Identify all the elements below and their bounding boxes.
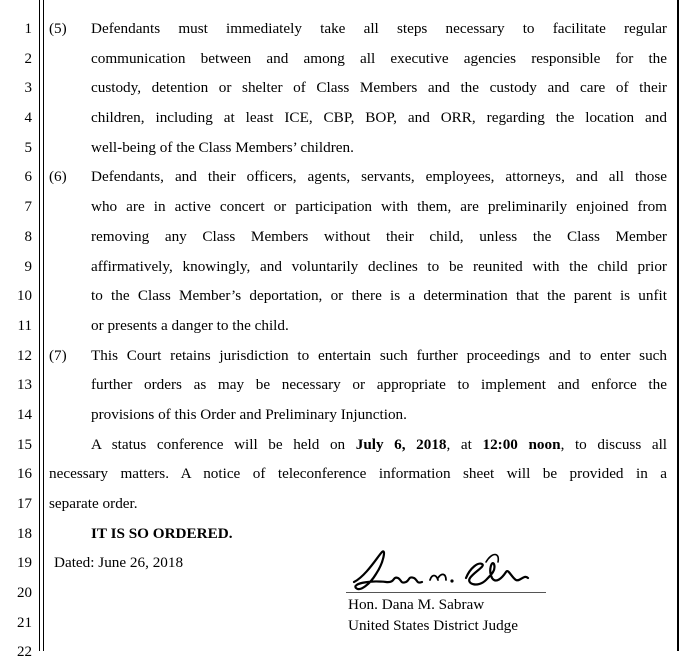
paragraph-line: children, including at least ICE, CBP, BOP, and ORR, regarding the location and: [91, 109, 667, 126]
line-number: 8: [24, 229, 32, 245]
item-number: (6): [49, 168, 67, 185]
status-time: 12:00 noon: [482, 436, 561, 453]
paragraph-line: who are in active concert or participation with them, are preliminarily enjoined from: [91, 198, 667, 215]
item-number: (5): [49, 20, 67, 37]
so-ordered-heading: IT IS SO ORDERED.: [91, 525, 233, 542]
margin-rule-right: [677, 0, 679, 651]
margin-rule-left-inner: [43, 0, 44, 651]
status-date: July 6, 2018: [355, 436, 447, 453]
judge-title: United States District Judge: [348, 617, 518, 634]
status-text: A status conference will be held on: [91, 436, 356, 453]
paragraph-line: to the Class Member’s deportation, or there is a determination that the parent is unfit: [91, 287, 667, 304]
line-number: 16: [17, 466, 32, 482]
status-text: , to discuss all: [560, 436, 668, 453]
line-number: 20: [17, 585, 32, 601]
paragraph-line: Defendants, and their officers, agents, servants, employees, attorneys, and all those: [91, 168, 667, 185]
paragraph-line: separate order.: [49, 495, 138, 512]
judge-signature: [346, 548, 536, 596]
paragraph-line: necessary matters. A notice of teleconference information sheet will be provided in a: [49, 465, 667, 482]
paragraph-line: removing any Class Members without their child, unless the Class Member: [91, 228, 667, 245]
line-number: 18: [17, 526, 32, 542]
paragraph-line: custody, detention or shelter of Class Members and the custody and care of their: [91, 79, 667, 96]
paragraph-line: well-being of the Class Members’ children.: [91, 139, 354, 156]
line-number: 22: [17, 644, 32, 660]
judge-name: Hon. Dana M. Sabraw: [348, 596, 485, 613]
status-text: , at: [446, 436, 483, 453]
signature-line: [346, 592, 546, 593]
line-number: 15: [17, 437, 32, 453]
line-number: 9: [24, 259, 32, 275]
line-number: 7: [24, 199, 32, 215]
paragraph-line: affirmatively, knowingly, and voluntarily declines to be reunited with the child prior: [91, 258, 667, 275]
line-number: 21: [17, 615, 32, 631]
dated-line: Dated: June 26, 2018: [54, 554, 184, 571]
paragraph-line: or presents a danger to the child.: [91, 317, 289, 334]
paragraph-line: Defendants must immediately take all steps necessary to facilitate regular: [91, 20, 667, 37]
paragraph-line: further orders as may be necessary or appropriate to implement and enforce the: [91, 376, 667, 393]
line-number: 11: [17, 318, 32, 334]
paragraph-line: provisions of this Order and Preliminary Injunction.: [91, 406, 407, 423]
line-number: 2: [24, 51, 32, 67]
line-number: 19: [17, 555, 32, 571]
line-number: 1: [24, 21, 32, 37]
status-conference-line: [91, 435, 667, 455]
paragraph-line: This Court retains jurisdiction to entertain such further proceedings and to enter such: [91, 347, 667, 364]
line-number: 6: [24, 169, 32, 185]
margin-rule-left-outer: [39, 0, 40, 651]
line-number: 4: [24, 110, 32, 126]
line-number: 5: [24, 140, 32, 156]
line-number: 17: [17, 496, 32, 512]
paragraph-line: communication between and among all executive agencies responsible for the: [91, 50, 667, 67]
line-number: 10: [17, 288, 32, 304]
item-number: (7): [49, 347, 67, 364]
line-number: 3: [24, 80, 32, 96]
line-number: 14: [17, 407, 32, 423]
line-number: 12: [17, 348, 32, 364]
line-number: 13: [17, 377, 32, 393]
